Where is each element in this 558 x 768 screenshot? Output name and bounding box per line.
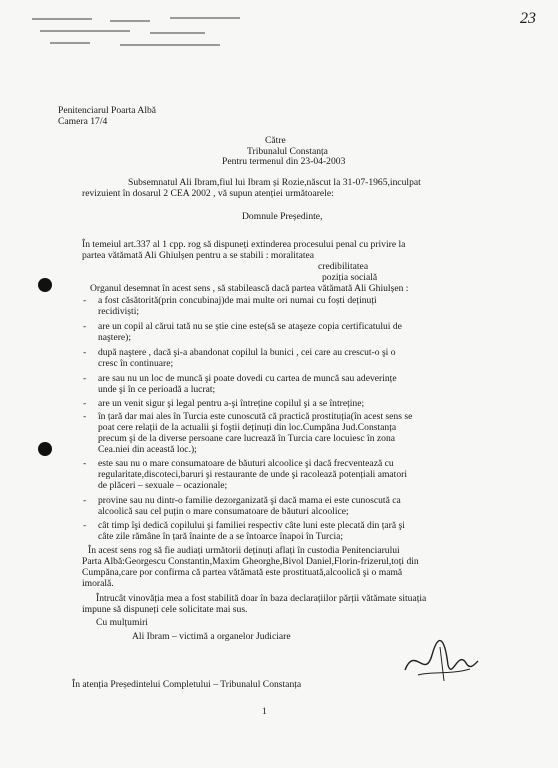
bullet-7-line-3: de plăceri – sexuale – ocazionale; — [98, 480, 228, 491]
signature-name: Ali Ibram – victimă a organelor Judiciare — [132, 631, 291, 642]
witnesses-line-4: imorală. — [82, 578, 114, 589]
conclusion-line-1: Întrucât vinovăția mea a fost stabilită doar în baza declarațiilor părții vătămate situația — [96, 593, 427, 604]
bullet-marker: - — [83, 495, 87, 506]
handwritten-page-number: 23 — [520, 10, 536, 27]
criterion-social-position: poziția socială — [322, 272, 378, 283]
bullet-1-line-1: a fost căsătorită(prin concubinaj)de mai multe ori numai cu foști deținuți — [98, 295, 377, 306]
thanks: Cu mulțumiri — [96, 617, 148, 628]
organ-line: Organul desemnat în acest sens , să stabilească dacă partea vătămată Ali Ghiulșen : — [90, 283, 409, 294]
bullet-3-line-1: după naştere , dacă şi-a abandonat copilul la bunici , cei care au crescut-o şi o — [98, 347, 396, 358]
criterion-credibility: credibilitatea — [318, 261, 369, 272]
bullet-2-line-2: naştere); — [98, 332, 132, 343]
footer-address: În atenția Președintelui Completului – Tribunalul Constanța — [72, 679, 302, 690]
bullet-marker: - — [83, 458, 87, 469]
bullet-marker: - — [83, 347, 87, 358]
bullet-4-line-1: are sau nu un loc de muncă şi poate dovedi cu cartea de muncă sau adeverințe — [98, 373, 397, 384]
witnesses-line-2: Parta Albă:Georgescu Constantin,Maxim Gheorghe,Bivol Daniel,Florin-frizerul,toți din — [82, 556, 419, 567]
bullet-marker: - — [83, 411, 87, 422]
bullet-7-line-1: este sau nu o mare consumatoare de băuturi alcoolice şi dacă frecventează cu — [98, 458, 394, 469]
bullet-6-line-2: poat cere relații de la actualii şi foştii deținuți din loc.Cumpăna Jud.Constanța — [98, 422, 397, 433]
cell-number: Camera 17/4 — [58, 116, 108, 127]
address-court: Tribunalul Constanța — [247, 146, 328, 157]
address-term: Pentru termenul din 23-04-2003 — [222, 156, 346, 167]
request-line-2: partea vătămată Ali Ghiulșen pentru a se stabili : moralitatea — [82, 250, 315, 261]
bullet-8-line-1: provine sau nu dintr-o familie dezorganizată şi dacă mama ei este cunoscută ca — [98, 495, 401, 506]
intro-line-2: revizuient în dosarul 2 CEA 2002 , vă supun atenției următoarele: — [82, 188, 334, 199]
request-line-1: În temeiul art.337 al 1 cpp. rog să dispuneți extinderea procesului penal cu privire la — [82, 239, 406, 250]
bullet-marker: - — [83, 398, 87, 409]
bullet-6-line-3: precum şi de la diverse persoane care lucrează în Turcia care locuiesc în zona — [98, 433, 395, 444]
bullet-8-line-2: alcoolică sau cel puțin o mare consumatoare de băuturi alcoolice; — [98, 506, 349, 517]
conclusion-line-2: impune să dispuneți cele solicitate mai sus. — [82, 604, 248, 615]
institution-name: Penitenciarul Poarta Albă — [58, 105, 157, 116]
handwritten-signature — [400, 635, 480, 685]
bullet-marker: - — [83, 520, 87, 531]
page-footer-number: 1 — [262, 706, 267, 717]
bullet-3-line-2: cresc în continuare; — [98, 358, 174, 369]
bullet-marker: - — [83, 373, 87, 384]
witnesses-line-3: Cumpăna,care por confirma că partea vătămată este prostituată,alcoolică şi o mamă — [82, 567, 403, 578]
bullet-9-line-1: cât timp îşi dedică copilului şi familiei respectiv câte luni este plecată din țară şi — [98, 520, 405, 531]
bullet-6-line-1: în țară dar mai ales în Turcia este cunoscută că practică prostituția(în acest sens se — [98, 411, 413, 422]
bullet-6-line-4: Cea.niei din această loc.); — [98, 444, 197, 455]
bullet-2-line-1: are un copil al cărui tată nu se știe cine este(să se ataşeze copia certificatului de — [98, 321, 402, 332]
intro-line-1: Subsemnatul Ali Ibram,fiul lui Ibram și Rozie,născut la 31-07-1965,inculpat — [128, 177, 421, 188]
bullet-7-line-2: regularitate,discoteci,baruri şi restaurante de unde şi racolează potențiali amatori — [98, 469, 407, 480]
punch-hole-top — [38, 278, 52, 292]
bullet-marker: - — [83, 295, 87, 306]
scan-noise — [30, 14, 260, 54]
bullet-marker: - — [83, 321, 87, 332]
punch-hole-bottom — [38, 442, 52, 456]
bullet-1-line-2: recidiviști; — [98, 306, 140, 317]
bullet-9-line-2: câte zile rămâne în țară înainte de a se întoarce înapoi în Turcia; — [98, 531, 344, 542]
address-to: Către — [265, 135, 286, 146]
salutation: Domnule Președinte, — [242, 211, 323, 222]
witnesses-line-1: În acest sens rog să fie audiați următorii deținuți aflați în custodia Penitenciarului — [88, 545, 400, 556]
bullet-5-line-1: are un venit sigur şi legal pentru a-şi întreține copilul şi a se întreține; — [98, 398, 365, 409]
bullet-4-line-2: unde şi în ce perioadă a lucrat; — [98, 384, 216, 395]
